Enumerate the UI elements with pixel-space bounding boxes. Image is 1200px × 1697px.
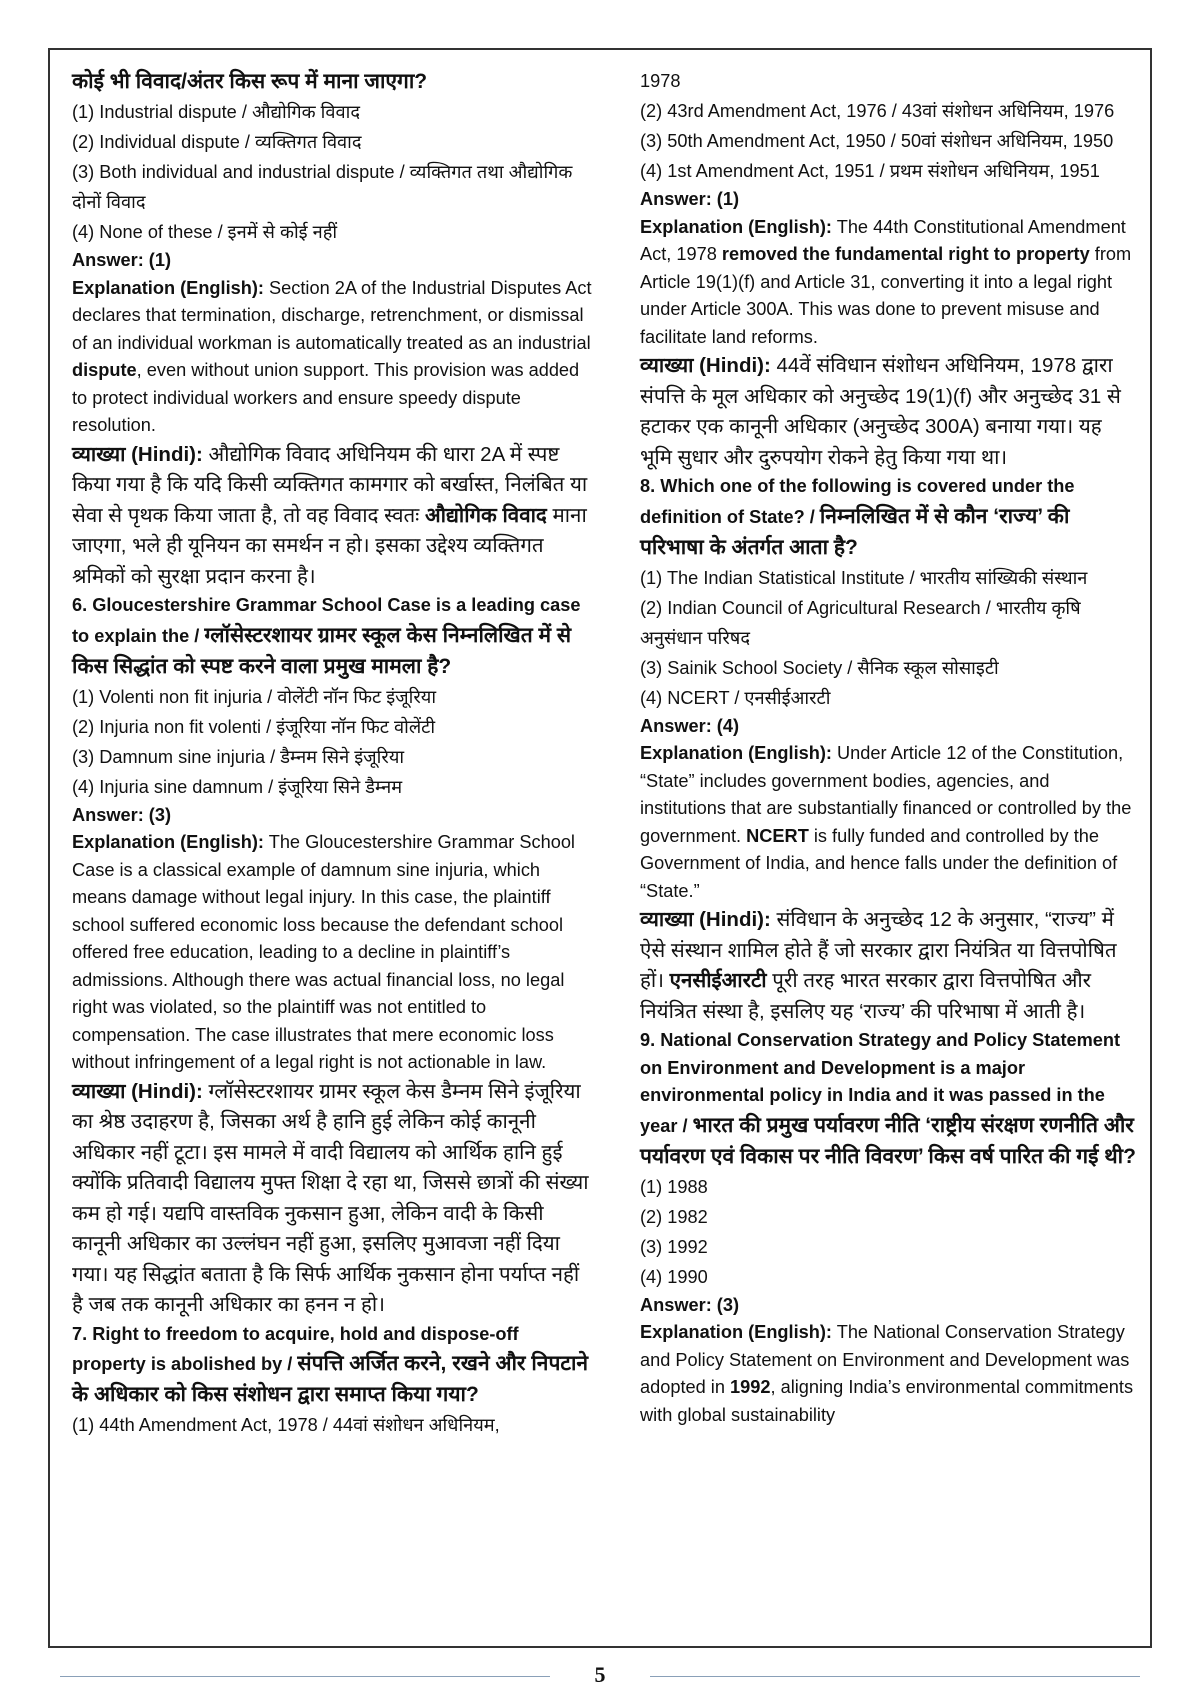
right-column xyxy=(640,66,1136,1429)
option-item: (2) Indian Council of Agricultural Research / भारतीय कृषि अनुसंधान परिषद xyxy=(640,597,1081,648)
option-item: (3) Both individual and industrial dispute / व्यक्तिगत तथा औद्योगिक दोनों विवाद xyxy=(72,162,573,212)
body-text: The 44th Constitutional Amendment Act, 1978 xyxy=(640,216,1126,264)
emphasis-text: NCERT xyxy=(746,825,809,846)
body-text: The Gloucestershire Grammar School Case is a classical example of damnum sine injuria, which means damage without legal injury. In this case, the plaintiff school suffered economic loss because the defendant school offered free education, leading to a decline in plaintiff’s admissions. Although there was actual financial loss, no legal right was violated, so the plaintiff was not entitled to compensation. The case illustrates that mere economic loss without infringement of a legal right is not actionable in law. xyxy=(72,832,575,1072)
question-english: 7. Right to freedom to acquire, hold and dispose-off property is abolished by / xyxy=(72,1323,519,1374)
body-text: पूरी तरह भारत सरकार द्वारा वित्तपोषित और नियंत्रित संस्था है, इसलिए यह ‘राज्य’ की परिभाषा में आती है। xyxy=(640,969,1092,1023)
question-text xyxy=(72,592,592,682)
answer-line: Answer: (3) xyxy=(640,1294,740,1315)
question-text: कोई भी विवाद/अंतर किस रूप में माना जाएगा? xyxy=(72,70,428,93)
explanation-label: व्याख्या (Hindi): xyxy=(640,908,771,931)
explanation-label: Explanation (English): xyxy=(72,832,264,852)
page-number: 5 xyxy=(594,1662,606,1687)
page-footer xyxy=(60,1662,1140,1692)
explanation-label: Explanation (English): xyxy=(72,277,264,298)
question-hindi: निम्नलिखित में से कौन ‘राज्य’ की परिभाषा के अंतर्गत आता है? xyxy=(640,504,1070,559)
emphasis-text: dispute xyxy=(72,360,137,380)
answer-line: Answer: (1) xyxy=(640,189,740,209)
question-english: 6. Gloucestershire Grammar School Case is a leading case to explain the / xyxy=(72,595,581,646)
question-hindi: ग्लॉसेस्टरशायर ग्रामर स्कूल केस निम्नलिखित में से किस सिद्धांत को स्पष्ट करने वाला प्रमुख मामला है? xyxy=(72,623,572,678)
body-text: from Article 19(1)(f) and Article 31, converting it into a legal right under Article 300A. This was done to prevent misuse and facilitate land reforms. xyxy=(640,244,1132,347)
option-item: (4) 1st Amendment Act, 1951 / प्रथम संशोधन अधिनियम, 1951 xyxy=(640,161,1100,181)
body-text: The National Conservation Strategy and Policy Statement on Environment and Development was adopted in xyxy=(640,1322,1130,1397)
explanation-english xyxy=(72,275,592,440)
body-text: 44वें संविधान संशोधन अधिनियम, 1978 द्वारा संपत्ति के मूल अधिकार को अनुच्छेद 19(1)(f) और अनुच्छेद 31 से हटाकर एक कानूनी अधिकार (अनुच्छेद 300A) बनाया गया। यह भूमि सुधार और दुरुपयोग रोकने हेतु किया गया था। xyxy=(640,354,1121,469)
explanation-hindi xyxy=(72,440,592,593)
explanation-english xyxy=(640,214,1136,352)
body-text: ग्लॉसेस्टरशायर ग्रामर स्कूल केस डैम्नम सिने इंजूरिया का श्रेष्ठ उदाहरण है, जिसका अर्थ है हानि हुई लेकिन कोई कानूनी अधिकार नहीं टूटा। इस मामले में वादी विद्यालय को आर्थिक हानि हुई क्योंकि प्रतिवादी विद्यालय मुफ्त शिक्षा दे रहा था, जिससे छात्रों की संख्या कम हो गई। यद्यपि वास्तविक नुकसान हुआ, लेकिन वादी के किसी कानूनी अधिकार का उल्लंघन नहीं हुआ, इसलिए मुआवजा नहीं दिया गया। यह सिद्धांत बताता है कि सिर्फ आर्थिक नुकसान होना पर्याप्त नहीं है जब तक कानूनी अधिकार का हनन न हो। xyxy=(72,1079,589,1316)
body-text: औद्योगिक विवाद अधिनियम की धारा 2A में स्पष्ट किया गया है कि यदि किसी व्यक्तिगत कामगार को बर्खास्त, निलंबित या सेवा से पृथक किया जाता है, तो वह विवाद स्वतः xyxy=(72,442,588,527)
left-column xyxy=(72,66,592,1440)
option-item: (2) 43rd Amendment Act, 1976 / 43वां संशोधन अधिनियम, 1976 xyxy=(640,101,1115,121)
option-item: (3) Sainik School Society / सैनिक स्कूल सोसाइटी xyxy=(640,657,999,678)
explanation-label: Explanation (English): xyxy=(640,743,832,763)
option-item: (4) 1990 xyxy=(640,1266,708,1287)
option-item: (3) 50th Amendment Act, 1950 / 50वां संशोधन अधिनियम, 1950 xyxy=(640,131,1114,151)
body-text: संविधान के अनुच्छेद 12 के अनुसार, “राज्य” में ऐसे संस्थान शामिल होते हैं जो सरकार द्वारा नियंत्रित या वित्तपोषित हों। xyxy=(640,908,1117,992)
option-item: (4) None of these / इनमें से कोई नहीं xyxy=(72,222,338,242)
body-text: Section 2A of the Industrial Disputes Act declares that termination, discharge, retrenchment, or dismissal of an individual workman is automatically treated as an industrial xyxy=(72,277,592,353)
emphasis-text: एनसीईआरटी xyxy=(669,969,767,992)
body-text: is fully funded and controlled by the Government of India, and hence falls under the definition of “State.” xyxy=(640,825,1118,901)
explanation-english xyxy=(640,1319,1136,1429)
answer-line: Answer: (1) xyxy=(72,250,172,270)
answer-line: Answer: (4) xyxy=(640,715,740,736)
option-item: (3) 1992 xyxy=(640,1236,708,1257)
explanation-hindi xyxy=(640,351,1136,473)
option-item: (4) Injuria sine damnum / इंजूरिया सिने डैम्नम xyxy=(72,776,403,797)
body-text: Under Article 12 of the Constitution, “State” includes government bodies, agencies, and institutions that are substantially financed or controlled by the government. xyxy=(640,743,1132,846)
question-english: 8. Which one of the following is covered under the definition of State? / xyxy=(640,476,1075,527)
body-text: , even without union support. This provision was added to protect individual workers and ensure speedy dispute resolution. xyxy=(72,360,580,435)
body-text: , aligning India’s environmental commitments with global sustainability xyxy=(640,1377,1134,1425)
question-text xyxy=(72,1321,592,1411)
option-item: 1978 xyxy=(640,71,681,91)
option-item: (1) 1988 xyxy=(640,1176,708,1197)
explanation-label: व्याख्या (Hindi): xyxy=(72,442,203,466)
answer-line: Answer: (3) xyxy=(72,804,172,825)
body-text: माना जाएगा, भले ही यूनियन का समर्थन न हो। इसका उद्देश्य व्यक्तिगत श्रमिकों को सुरक्षा प्रदान करना है। xyxy=(72,503,587,588)
explanation-label: व्याख्या (Hindi): xyxy=(72,1079,203,1103)
option-item: (1) Industrial dispute / औद्योगिक विवाद xyxy=(72,102,360,122)
explanation-label: व्याख्या (Hindi): xyxy=(640,354,771,377)
emphasis-text: removed the fundamental right to property xyxy=(721,244,1090,264)
question-text xyxy=(640,473,1136,563)
option-item: (1) The Indian Statistical Institute / भारतीय सांख्यिकी संस्थान xyxy=(640,567,1088,588)
option-item: (2) 1982 xyxy=(640,1206,708,1227)
explanation-label: Explanation (English): xyxy=(640,1322,832,1342)
question-text xyxy=(640,1027,1136,1172)
emphasis-text: 1992 xyxy=(730,1377,771,1397)
option-item: (4) NCERT / एनसीईआरटी xyxy=(640,687,831,708)
option-item: (1) Volenti non fit injuria / वोलेंटी नॉन फिट इंजूरिया xyxy=(72,686,437,707)
explanation-english xyxy=(72,829,592,1077)
question-hindi: संपत्ति अर्जित करने, रखने और निपटाने के अधिकार को किस संशोधन द्वारा समाप्त किया गया? xyxy=(72,1352,589,1406)
option-item: (3) Damnum sine injuria / डैम्नम सिने इंजूरिया xyxy=(72,746,405,767)
explanation-label: Explanation (English): xyxy=(640,216,832,237)
option-item: (1) 44th Amendment Act, 1978 / 44वां संशोधन अधिनियम, xyxy=(72,1415,500,1435)
option-item: (2) Individual dispute / व्यक्तिगत विवाद xyxy=(72,132,362,152)
option-item: (2) Injuria non fit volenti / इंजूरिया नॉन फिट वोलेंटी xyxy=(72,716,436,737)
explanation-english xyxy=(640,740,1136,905)
emphasis-text: औद्योगिक विवाद xyxy=(425,503,547,527)
explanation-hindi xyxy=(72,1077,592,1321)
explanation-hindi xyxy=(640,905,1136,1027)
question-hindi: भारत की प्रमुख पर्यावरण नीति ‘राष्ट्रीय संरक्षण रणनीति और पर्यावरण एवं विकास पर नीति विवरण’ किस वर्ष पारित की गई थी? xyxy=(640,1113,1136,1168)
question-english: 9. National Conservation Strategy and Policy Statement on Environment and Development is a major environmental policy in India and it was passed in the year / xyxy=(640,1030,1121,1136)
